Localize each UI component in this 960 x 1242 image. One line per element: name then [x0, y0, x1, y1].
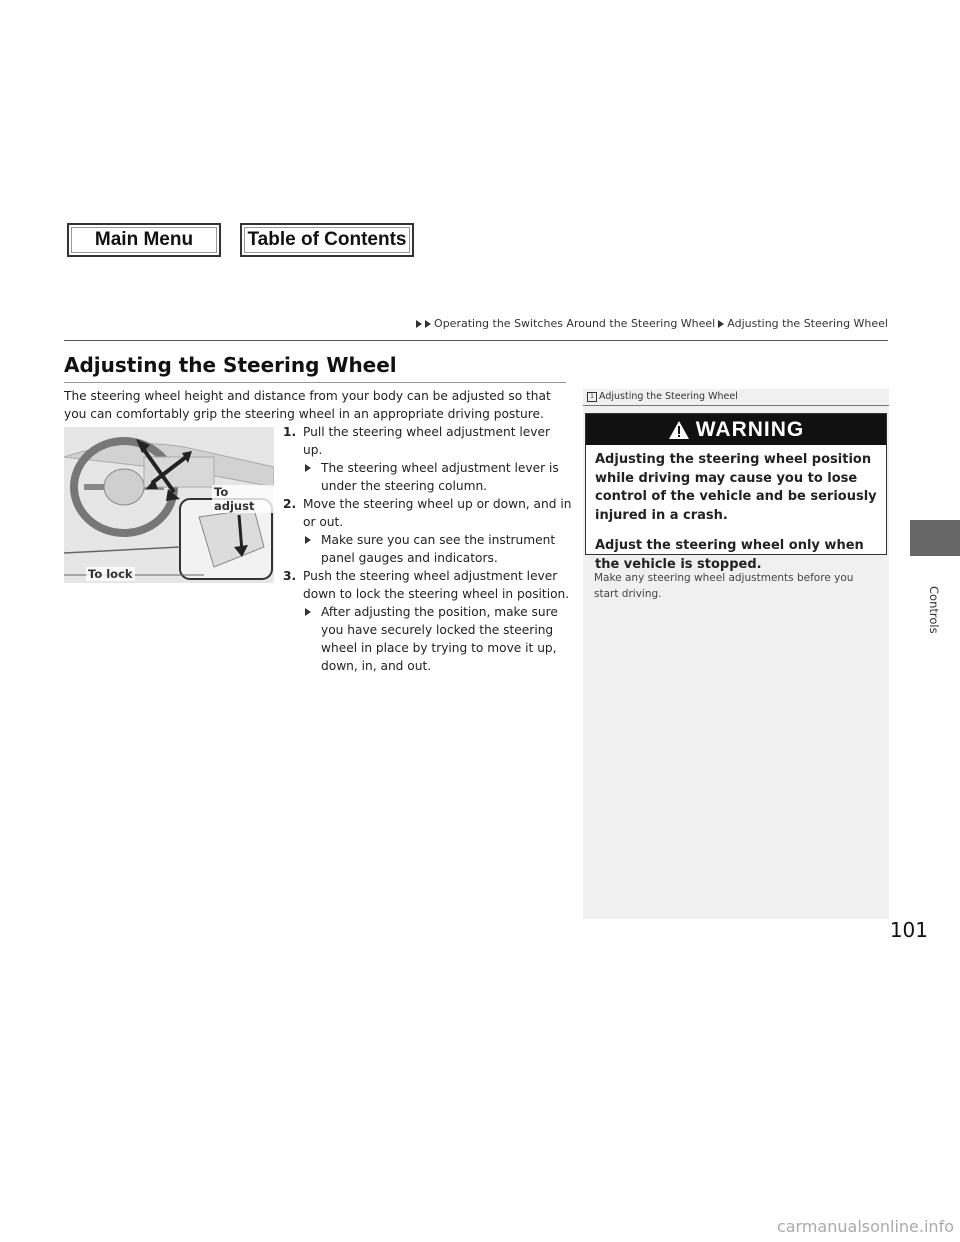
arrow-icon [305, 536, 311, 544]
sidebar-heading-text: Adjusting the Steering Wheel [599, 391, 738, 402]
page-number: 101 [889, 918, 928, 942]
warning-header [586, 414, 886, 445]
warning-triangle-icon [668, 420, 690, 440]
breadcrumb-arrow-icon [416, 320, 422, 328]
arrow-icon [305, 464, 311, 472]
header-divider [64, 340, 888, 341]
warning-box [585, 413, 887, 572]
warning-text-2: Adjust the steering wheel only when the vehicle is stopped. [595, 538, 864, 572]
breadcrumb-arrow-icon [425, 320, 431, 328]
steering-wheel-illustration [64, 427, 274, 583]
watermark: carmanualsonline.info [776, 1217, 954, 1236]
arrow-icon [305, 608, 311, 616]
to-lock-label: To lock [88, 567, 133, 581]
step-1-detail [283, 459, 573, 495]
step-2 [283, 495, 573, 531]
step-detail-text: After adjusting the position, make sure you have securely locked the steering wheel in place by trying to move it up, down, in, and out. [321, 605, 558, 673]
table-of-contents-button[interactable]: Table of Contents [240, 223, 414, 257]
step-detail-text: The steering wheel adjustment lever is under the steering column. [321, 461, 559, 493]
step-text: Move the steering wheel up or down, and in or out. [303, 497, 572, 529]
breadcrumb [416, 317, 888, 330]
sidebar-note: Make any steering wheel adjustments before you start driving. [594, 572, 854, 600]
page-title: Adjusting the Steering Wheel [64, 353, 397, 377]
breadcrumb-current: Adjusting the Steering Wheel [727, 317, 888, 330]
breadcrumb-parent[interactable]: Operating the Switches Around the Steering Wheel [434, 317, 716, 330]
title-divider [64, 382, 566, 383]
warning-text-1: Adjusting the steering wheel position while driving may cause you to lose control of the vehicle and be seriously injured in a crash. [595, 452, 877, 523]
step-number: 2. [283, 497, 297, 511]
section-tab-label: Controls [927, 586, 941, 634]
step-text: Push the steering wheel adjustment lever down to lock the steering wheel in position. [303, 569, 570, 601]
main-menu-button[interactable]: Main Menu [67, 223, 221, 257]
step-3 [283, 567, 573, 603]
sidebar-heading [587, 391, 738, 402]
warning-body [586, 445, 886, 574]
step-3-detail [283, 603, 573, 675]
step-number: 3. [283, 569, 297, 583]
warning-label: WARNING [695, 417, 805, 441]
breadcrumb-arrow-icon [718, 320, 724, 328]
to-adjust-label: To adjust [212, 485, 274, 513]
step-text: Pull the steering wheel adjustment lever up. [303, 425, 550, 457]
step-number: 1. [283, 425, 297, 439]
step-2-detail [283, 531, 573, 567]
intro-paragraph: The steering wheel height and distance from your body can be adjusted so that you can comfortably grip the steering wheel in an appropriate driving posture. [64, 389, 551, 421]
step-1 [283, 423, 573, 459]
reference-icon: 1 [587, 392, 597, 402]
sidebar-notes [583, 389, 889, 919]
sidebar-divider [583, 405, 889, 406]
step-detail-text: Make sure you can see the instrument panel gauges and indicators. [321, 533, 556, 565]
section-tab [910, 520, 960, 556]
steps-list [283, 423, 573, 675]
